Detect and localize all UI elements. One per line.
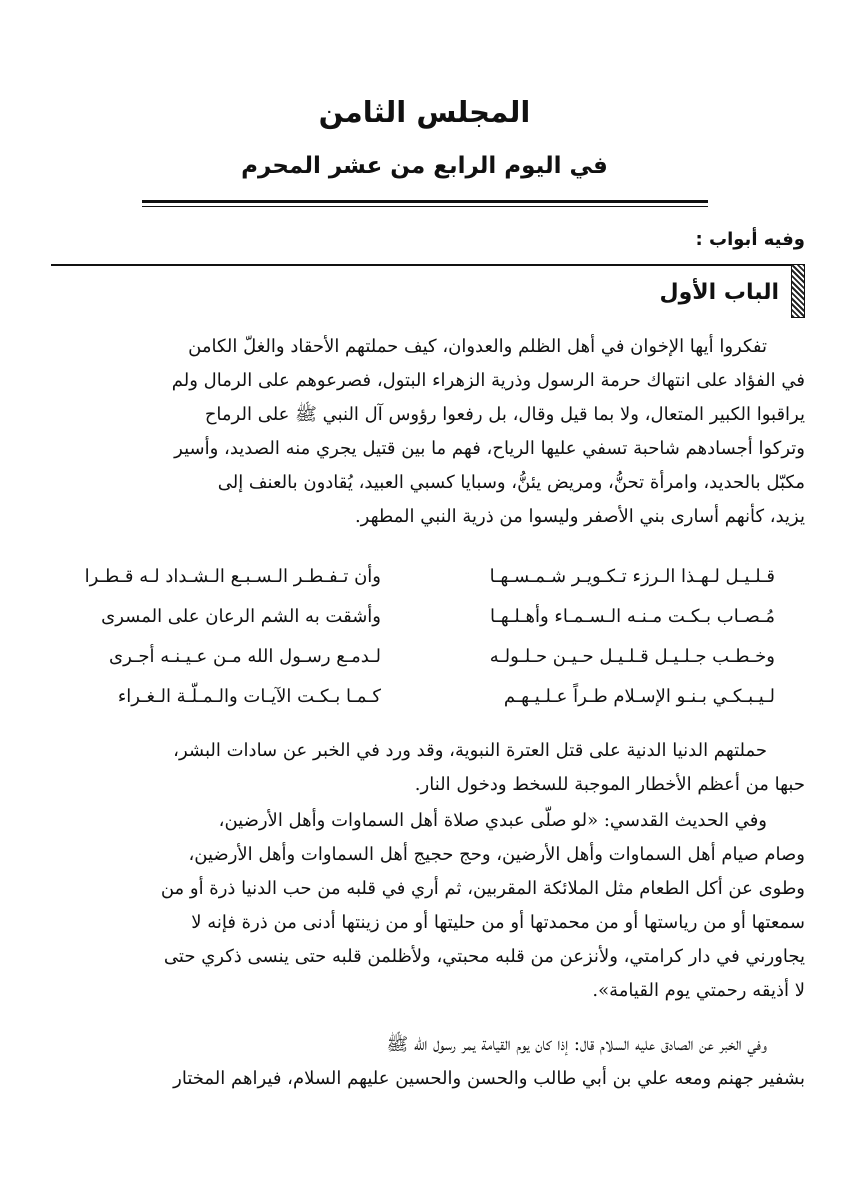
text-line: تفكروا أيها الإخوان في أهل الظلم والعدوان، كيف حملتهم الأحقاد والغلّ الكامن (188, 336, 767, 357)
page-title: المجلس الثامن (318, 95, 531, 129)
page-subtitle: في اليوم الرابع من عشر المحرم (241, 153, 608, 179)
text-line: وفي الخبر عن الصادق عليه السلام قال: إذا كان يوم القيامة يمر رسول الله ﷺ (386, 1034, 767, 1055)
verse-second-hemistich: وأشقت به الشم الرعان على المسرى (101, 606, 381, 627)
title-divider-thin (142, 206, 708, 207)
verse-second-hemistich: كـمـا بـكـت الآيـات والـمـلّـة الـغـراء (117, 686, 381, 707)
poem-verse (51, 680, 805, 720)
verse-second-hemistich: وأن تـفـطـر الـسـبـع الـشـداد لـه قـطـرا (84, 566, 381, 587)
section-title: الباب الأول (659, 280, 779, 305)
section-marker-icon (791, 264, 805, 318)
paragraph-4 (51, 1028, 805, 1096)
text-line: يراقبوا الكبير المتعال، ولا بما قيل وقال، بل رفعوا رؤوس آل النبي ﷺ على الرماح (204, 404, 805, 425)
text-line: حملتهم الدنيا الدنية على قتل العترة النبوية، وقد ورد في الخبر عن سادات البشر، (173, 740, 767, 761)
verse-second-hemistich: لـدمـع رسـول الله مـن عـيـنـه أجـرى (109, 646, 381, 667)
verse-first-hemistich: وخـطـب جـلـيـل قـلـيـل حـيـن حـلـولـه (489, 646, 775, 667)
paragraph-3 (51, 804, 805, 1008)
poem-verse (51, 560, 805, 600)
verse-first-hemistich: لـيـبـكـي بـنـو الإسـلام طـراً عـلـيـهـم (503, 686, 775, 707)
text-line: وتركوا أجسادهم شاحبة تسفي عليها الرياح، فهم ما بين قتيل يجري منه الصديد، وأسير (174, 438, 805, 459)
paragraph-1 (51, 330, 805, 534)
title-divider-thick (142, 200, 708, 203)
text-line: وفي الحديث القدسي: «لو صلّى عبدي صلاة أهل السماوات وأهل الأرضين، (218, 810, 767, 831)
text-line: يزيد، كأنهم أسارى بني الأصفر وليسوا من ذرية النبي المطهر. (354, 506, 805, 527)
text-line: وصام صيام أهل السماوات وأهل الأرضين، وحج حجيج أهل السماوات وأهل الأرضين، (188, 844, 805, 865)
section-divider (51, 264, 805, 266)
text-line: حبها من أعظم الأخطار الموجبة للسخط ودخول النار. (414, 774, 805, 795)
paragraph-2 (51, 734, 805, 802)
text-line: بشفير جهنم ومعه علي بن أبي طالب والحسن والحسين عليهم السلام، فيراهم المختار (173, 1068, 805, 1089)
section-header (51, 264, 805, 320)
poem (51, 560, 805, 720)
text-line: في الفؤاد على انتهاك حرمة الرسول وذرية الزهراء البتول، فصرعوهم على الرمال ولم (171, 370, 805, 391)
text-line: لا أذيقه رحمتي يوم القيامة». (592, 980, 805, 1001)
text-line: وطوى عن أكل الطعام مثل الملائكة المقربين، ثم أري في قلبه من حب الدنيا ذرة أو من (160, 878, 805, 899)
intro-line: وفيه أبواب : (695, 229, 805, 250)
poem-verse (51, 640, 805, 680)
poem-verse (51, 600, 805, 640)
text-line: مكبّل بالحديد، وامرأة تحنُّ، ومريض يئنُّ، وسبايا كسبي العبيد، يُقادون بالعنف إلى (217, 472, 805, 493)
verse-first-hemistich: مُـصـاب بـكـت مـنـه الـسـمـاء وأهـلـهـا (489, 606, 775, 627)
text-line: يجاورني في دار كرامتي، ولأنزعن من قلبه محبتي، ولأظلمن قلبه حتى ينسى ذكري حتى (163, 946, 805, 967)
verse-first-hemistich: قـلـيـل لـهـذا الـرزء تـكـويـر شـمـسـهـا (489, 566, 775, 587)
text-line: سمعتها أو من رياستها أو من محمدتها أو من حليتها أو من زينتها أدنى من ذرة فإنه لا (191, 912, 805, 933)
